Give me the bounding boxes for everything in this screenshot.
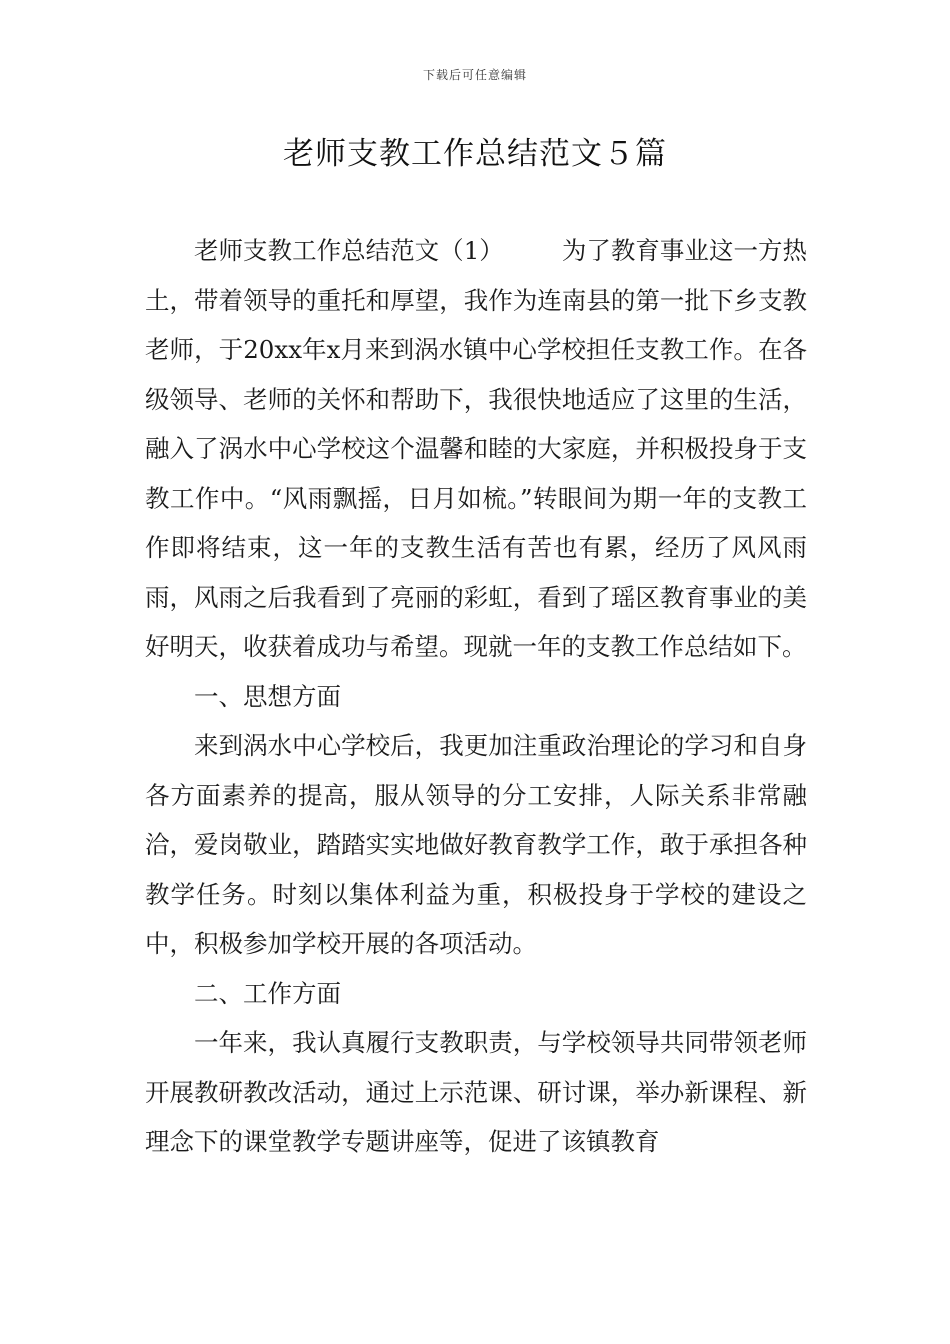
page-title: 老师支教工作总结范文５篇: [283, 136, 667, 172]
section-paragraph-work: 一年来，我认真履行支教职责，与学校领导共同带领老师开展教研教改活动，通过上示范课、研讨课，举办新课程、新理念下的课堂教学专题讲座等，促进了该镇教育: [145, 1028, 807, 1156]
intro-subtitle: 老师支教工作总结范文（1）: [194, 236, 504, 265]
section-heading-thought: 一、思想方面: [194, 681, 341, 711]
section-heading-work: 二、工作方面: [194, 978, 341, 1008]
document-body: [145, 226, 807, 1167]
header-note: 下载后可任意编辑: [422, 68, 527, 82]
section-paragraph-thought: 来到涡水中心学校后，我更加注重政治理论的学习和自身各方面素养的提高，服从领导的分工安排，人际关系非常融洽，爱岗敬业，踏踏实实地做好教育教学工作，敢于承担各种教学任务。时刻以集体利益为重，积极投身于学校的建设之中，积极参加学校开展的各项活动。: [145, 731, 807, 958]
intro-paragraph: [145, 226, 807, 672]
intro-text: 为了教育事业这一方热土，带着领导的重托和厚望，我作为连南县的第一批下乡支教老师，于20xx年x月来到涡水镇中心学校担任支教工作。在各级领导、老师的关怀和帮助下，我很快地适应了这里的生活，融入了涡水中心学校这个温馨和睦的大家庭，并积极投身于支教工作中。“风雨飘摇，日月如梳。”转眼间为期一年的支教工作即将结束，这一年的支教生活有苦也有累，经历了风风雨雨，风雨之后我看到了亮丽的彩虹，看到了瑶区教育事业的美好明天，收获着成功与希望。现就一年的支教工作总结如下。: [145, 236, 808, 661]
